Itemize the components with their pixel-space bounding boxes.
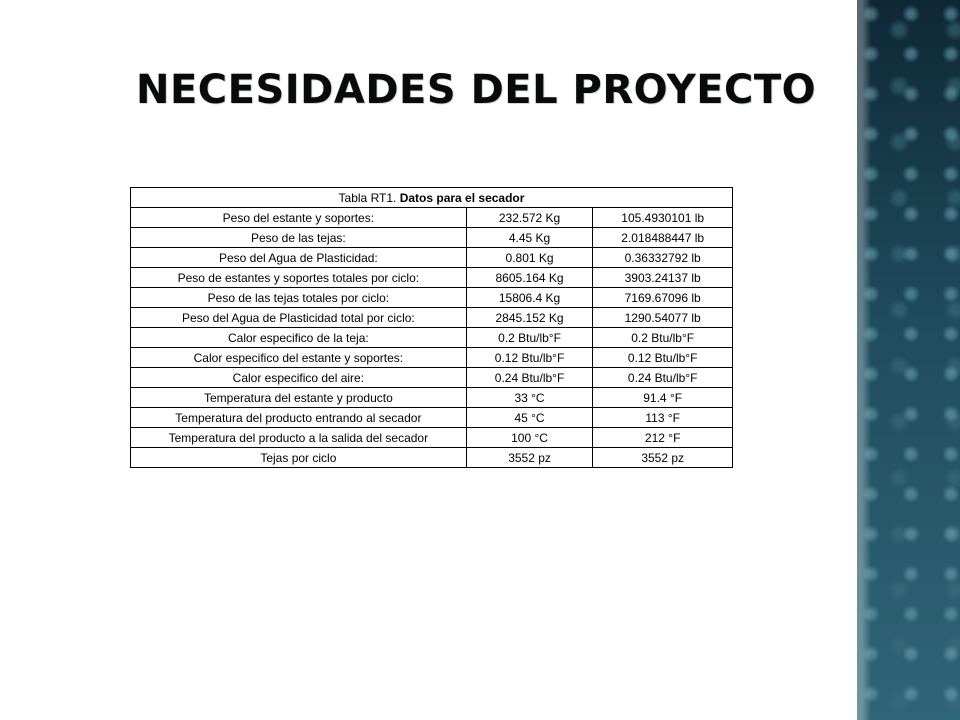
row-metric-value: 0.2 Btu/lb°F [466, 328, 593, 348]
table-caption-title: Datos para el secador [399, 190, 525, 205]
row-metric-value: 0.24 Btu/lb°F [466, 368, 593, 388]
row-imperial-value: 0.2 Btu/lb°F [593, 328, 733, 348]
row-label: Temperatura del producto entrando al secador [131, 408, 467, 428]
dryer-data-table [130, 187, 733, 468]
row-imperial-value: 1290.54077 lb [593, 308, 733, 328]
table-row [131, 388, 733, 408]
row-label: Calor especifico de la teja: [131, 328, 467, 348]
row-imperial-value: 212 °F [593, 428, 733, 448]
row-imperial-value: 113 °F [593, 408, 733, 428]
page-title [136, 66, 816, 114]
table-row [131, 208, 733, 228]
row-imperial-value: 0.36332792 lb [593, 248, 733, 268]
row-metric-value: 0.12 Btu/lb°F [466, 348, 593, 368]
row-imperial-value: 105.4930101 lb [593, 208, 733, 228]
row-metric-value: 0.801 Kg [466, 248, 593, 268]
row-label: Tejas por ciclo [131, 448, 467, 468]
table-row [131, 368, 733, 388]
decorative-side-panel [857, 0, 960, 720]
row-label: Calor especifico del aire: [131, 368, 467, 388]
row-metric-value: 2845.152 Kg [466, 308, 593, 328]
page-title-text: NECESIDADES DEL PROYECTO [136, 67, 817, 113]
table-row [131, 308, 733, 328]
table-row [131, 448, 733, 468]
table-row [131, 328, 733, 348]
row-label: Calor especifico del estante y soportes: [131, 348, 467, 368]
table-row [131, 248, 733, 268]
table-caption [131, 188, 733, 208]
row-imperial-value: 0.12 Btu/lb°F [593, 348, 733, 368]
row-label: Peso de las tejas totales por ciclo: [131, 288, 467, 308]
row-metric-value: 33 °C [466, 388, 593, 408]
row-imperial-value: 3552 pz [593, 448, 733, 468]
table-row [131, 348, 733, 368]
row-metric-value: 232.572 Kg [466, 208, 593, 228]
table-row [131, 228, 733, 248]
row-label: Peso de las tejas: [131, 228, 467, 248]
row-metric-value: 8605.164 Kg [466, 268, 593, 288]
table-row [131, 428, 733, 448]
row-imperial-value: 3903.24137 lb [593, 268, 733, 288]
row-label: Peso del estante y soportes: [131, 208, 467, 228]
row-metric-value: 100 °C [466, 428, 593, 448]
table-caption-prefix: Tabla RT1. [338, 190, 397, 205]
row-label: Peso del Agua de Plasticidad: [131, 248, 467, 268]
row-imperial-value: 0.24 Btu/lb°F [593, 368, 733, 388]
row-label: Temperatura del producto a la salida del secador [131, 428, 467, 448]
row-label: Peso de estantes y soportes totales por ciclo: [131, 268, 467, 288]
table-row [131, 268, 733, 288]
table-row [131, 408, 733, 428]
row-metric-value: 45 °C [466, 408, 593, 428]
row-metric-value: 4.45 Kg [466, 228, 593, 248]
row-imperial-value: 91.4 °F [593, 388, 733, 408]
row-label: Temperatura del estante y producto [131, 388, 467, 408]
row-label: Peso del Agua de Plasticidad total por ciclo: [131, 308, 467, 328]
row-metric-value: 3552 pz [466, 448, 593, 468]
table-caption-row [131, 188, 733, 208]
row-metric-value: 15806.4 Kg [466, 288, 593, 308]
row-imperial-value: 2.018488447 lb [593, 228, 733, 248]
row-imperial-value: 7169.67096 lb [593, 288, 733, 308]
table-row [131, 288, 733, 308]
